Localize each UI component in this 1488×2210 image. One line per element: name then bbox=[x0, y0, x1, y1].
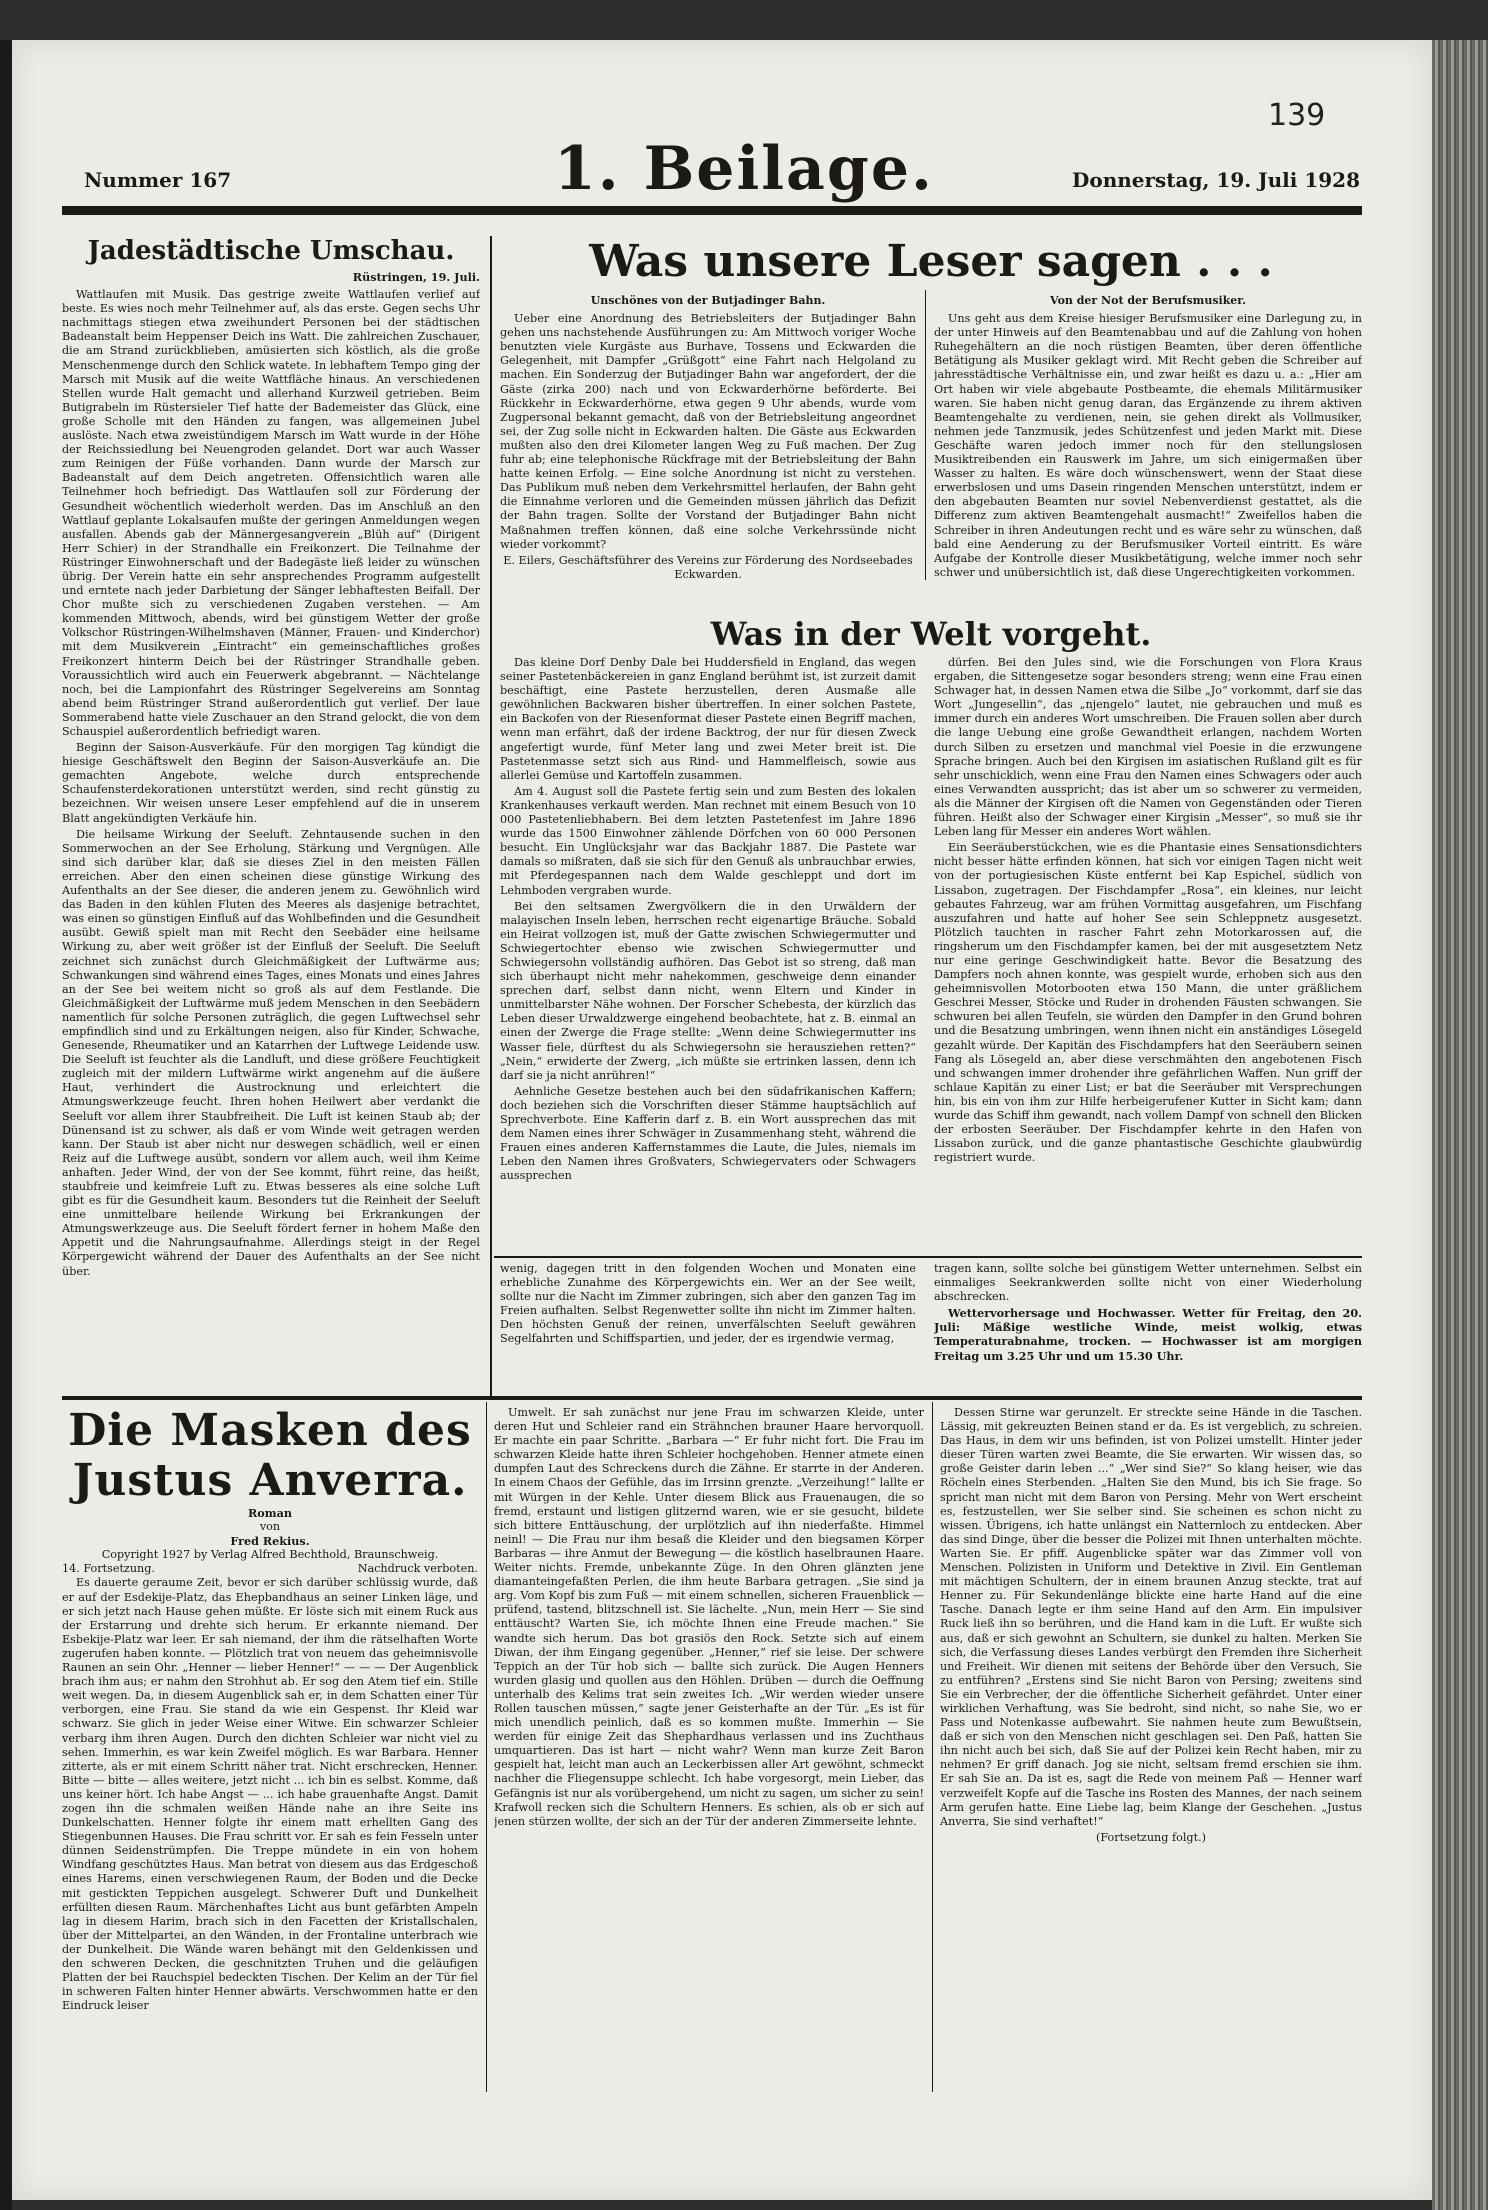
world-news-left bbox=[500, 656, 916, 1252]
local-news-column bbox=[62, 236, 480, 1392]
world-news-heading: Was in der Welt vorgeht. bbox=[710, 615, 1152, 653]
weather-forecast: Wettervorhersage und Hochwasser. Wetter für Freitag, den 20. Juli: Mäßige westliche Winde, meist wolkig, etwas Temperaturabnahme, trocken. — Hochwasser ist am morgigen Freitag um 3.25 Uhr und um 15.30 Uhr. bbox=[934, 1306, 1362, 1363]
weather-column bbox=[934, 1262, 1362, 1392]
reader-letter-left bbox=[500, 290, 916, 610]
serial-column-3 bbox=[940, 1406, 1362, 2096]
supplement-title: 1. Beilage. bbox=[554, 134, 934, 204]
serial-genre: Roman bbox=[248, 1506, 292, 1520]
serial-continued: (Fortsetzung folgt.) bbox=[1095, 1830, 1206, 1844]
article-paragraph: Beginn der Saison-Ausverkäufe. Für den morgigen Tag kündigt die hiesige Geschäftswelt den Beginn der Saison-Ausverkäufe an. Die gemachten Angebote, welche durch entsprechende Schaufensterdekorationen unterstützt werden, sind recht günstig zu bezeichnen. Wir weisen unsere Leser empfehlend auf die in unserem Blatt angekündigten Verkäufe hin. bbox=[62, 741, 480, 825]
reader-letter-right bbox=[934, 290, 1362, 610]
serial-by: von bbox=[259, 1520, 281, 1534]
serial-installment: 14. Fortsetzung. bbox=[62, 1562, 155, 1576]
letter-signature: E. Eilers, Geschäftsführer des Vereins zur Förderung des Nordseebades Eckwarden. bbox=[503, 553, 913, 581]
header-rule bbox=[62, 206, 1362, 215]
column-divider bbox=[925, 290, 926, 580]
book-binding bbox=[1432, 40, 1488, 2210]
section-rule bbox=[494, 1256, 1362, 1258]
article-paragraph: Die heilsame Wirkung der Seeluft. Zehntausende suchen in den Sommerwochen an der See Erholung, Stärkung und Vergnügen. Alle sind sich darüber klar, daß sie dieses Ziel in den meisten Fällen erreichen. Aber den einen scheinen diese günstige Wirkung des Aufenthalts an der See dieser, die anderen jenem zu. Gewöhnlich wird das Baden in den kühlen Fluten des Meeres als dasjenige betrachtet, was einen so günstigen Einfluß auf das Wohlbefinden und die Gesundheit ausübt. Gewiß spielt man mit Recht den Seebäder eine heilsame Wirkung zu, aber weit größer ist der Einfluß der Seeluft. Die Seeluft zeichnet sich zunächst durch Gleichmäßigkeit der Luftwärme aus; Schwankungen sind während eines Tages, eines Monats und eines Jahres an der See bei weitem nicht so groß als auf dem Festlande. Die Gleichmäßigkeit der Luftwärme muß jedem Menschen in den Seebädern namentlich für solche Personen zuträglich, die gegen Luftwechsel sehr empfindlich sind und zu Erkältungen neigen, also für Kinder, Schwache, Genesende, Rheumatiker und an Katarrhen der Luftwege Leidende usw. Die Seeluft ist feuchter als die Landluft, und diese größere Feuchtigkeit zugleich mit der mildern Luftwärme wirkt angenehm auf die äußere Haut, verhindert die Austrocknung und erleichtert die Atmungswerkzeuge feucht. Ihren hohen Heilwert aber verdankt die Seeluft vor allem ihrer Staubfreiheit. Die Luft ist keinen Staub ab; der Dünensand ist zu schwer, als daß er vom Winde weit getragen werden kann. Der Staub ist aber nicht nur deswegen schädlich, weil er einen Reiz auf die Luftwege ausübt, sondern vor allem auch, weil ihm Keime anhaften. Jeder Wind, der von der See kommt, führt reine, das heißt, staubfreie und keimfreie Luft zu. Etwas besseres als eine solche Luft gibt es für die Gesundheit kaum. Besonders tut die Reinheit der Seeluft eine unmittelbare heilende Wirkung bei Erkrankungen der Atmungswerkzeuge aus. Die Seeluft fördert ferner in hohem Maße den Appetit und die Nahrungsaufnahme. Allerdings steigt in der Regel Körpergewicht während der Dauer des Aufenthalts an der See nicht über. bbox=[62, 827, 480, 1278]
dateline: Rüstringen, 19. Juli. bbox=[352, 270, 480, 284]
article-paragraph: tragen kann, sollte solche bei günstigem Wetter unternehmen. Selbst ein einmaliges Seekrankwerden sollte nicht von einer Wiederholung abschrecken. bbox=[934, 1262, 1362, 1304]
letter-text: Ueber eine Anordnung des Betriebsleiters der Butjadinger Bahn gehen uns nachstehende Ausführungen zu: Am Mittwoch voriger Woche benutzten viele Kurgäste aus Burhave, Tossens und Eckwarden die Gelegenheit, mit Dampfer „Grüßgott“ eine Fahrt nach Helgoland zu machen. Ein Sonderzug der Butjadinger Bahn war angefordert, der die Gäste (zirka 200) nach und von Eckwarderhörne beförderte. Bei Rückkehr in Eckwarderhörne, etwa gegen 9 Uhr abends, wurde vom Zugpersonal bekannt gemacht, daß von der Betriebsleitung angeordnet sei, der Zug solle nicht in Eckwarden halten. Die Gäste aus Eckwarden mußten also den drei Kilometer langen Weg zu Fuß machen. Der Zug fuhr ab; eine telephonische Rückfrage mit der Betriebsleitung der Bahn hatte keinen Erfolg. — Eine solche Anordnung ist nicht zu verstehen. Das Publikum muß neben dem Verkehrsmittel herlaufen, der Bahn geht die Einnahme verloren und die Gemeinden müssen jährlich das Defizit der Bahn tragen. Sollte der Vorstand der Butjadinger Bahn nicht Maßnahmen treffen können, daß eine solche Verkehrssünde nicht wieder vorkommt? bbox=[500, 312, 916, 551]
article-paragraph: Aehnliche Gesetze bestehen auch bei den südafrikanischen Kaffern; doch beziehen sich die Vorschriften dieser Stämme hauptsächlich auf Sprechverbote. Eine Kafferin darf z. B. ein Wort aussprechen das mit dem Namen eines ihrer Schwäger in Zusammenhang steht, während die Frauen eines anderen Kaffernstammes die Laute, die Jules, niemals im Leben den Namen ihres Großvaters, Schwiegervaters oder Schwagers aussprechen bbox=[500, 1084, 916, 1183]
serial-copyright: Copyright 1927 by Verlag Alfred Bechthold, Braunschweig. bbox=[101, 1548, 439, 1562]
letter-subheading: Von der Not der Berufsmusiker. bbox=[1050, 294, 1246, 307]
serial-text: Umwelt. Er sah zunächst nur jene Frau im schwarzen Kleide, unter deren Hut und Schleier rand ein Strähnchen brauner Haare hervorquoll. Er machte ein paar Schritte. „Barbara —“ Er fuhr nicht fort. Die Frau im schwarzen Kleide hatte ihren Schleier hochgehoben. Henner atmete einen dumpfen Laut des Schreckens durch die Zähne. Er starrte in der Anderen. In einem Chaos der Gefühle, das im Irrsinn grenzte. „Verzeihung!“ lallte er mit Würgen in der Kehle. Unter diesem Blick aus Frauenaugen, die so fremd, erstaunt und listigen glitzernd waren, wie er sie gesucht, bildete sich bittere Enttäuschung, der urplötzlich auf ihn niederfaßte. Himmel neinl! — Die Frau nur ihm besaß die Kleider und den biegsamen Körper Barbaras — ihre Anmut der Bewegung — die köstlich haselbraunen Haare. Weiter nichts. Fremde, unbekannte Züge. In den Ohren glänzten jene diamanteingefaßten Perlen, die ihm heute Barbara getragen. „Sie sind ja arg. Vom Kopf bis zum Fuß — mit einem schnellen, sicheren Frauenblick — prüfend, tastend, blitzschnell ist. Sie lächelte. „Nun, mein Herr — Sie sind enttäuscht? Warten Sie, ich möchte Ihnen eine Freude machen.“ Sie wandte sich herum. Das bot grasiös den Rock. Setzte sich auf einem Diwan, der ihm Eingang gegenüber. „Henner,“ rief sie leise. Der schwere Teppich an der Tür hob sich — ballte sich zurück. Die Augen Henners wurden glasig und quollen aus den Höhlen. Drüben — durch die Oeffnung unterhalb des Kelims trat sein zweites Ich. „Wir werden wieder unsere Rollen tauschen müssen,“ sagte jener Geisterhafte an der Tür. „Es ist für mich unendlich peinlich, daß es so kommen mußte. Immerhin — Sie werden für einige Zeit das Shephardhaus verlassen und ins Zuchthaus umquartieren. Das ist hart — nicht wahr? Wenn man kurze Zeit Baron gespielt hat, leicht man auch an Leckerbissen aller Art gewöhnt, schmeckt nachher die Fliegensuppe schlecht. Ich habe vorgesorgt, mein Lieber, das Gefängnis ist nur als vorübergehend, um nicht zu sagen, um sicher zu sein! Krafwoll recken sich die Schultern Henners. Es schien, als ob er sich auf jenen stürzen wollte, der sich an der Tür der anderen Zimmerseite lehnte. bbox=[494, 1406, 924, 1828]
serial-reprint-note: Nachdruck verboten. bbox=[357, 1562, 478, 1576]
serial-column-1 bbox=[62, 1406, 478, 2096]
section-rule bbox=[62, 1396, 1362, 1400]
serial-title: Die Masken des Justus Anverra. bbox=[68, 1406, 472, 1506]
page-number: 139 bbox=[1268, 98, 1326, 133]
article-paragraph: Ein Seeräuberstückchen, wie es die Phantasie eines Sensationsdichters nicht besser hätte erfinden können, hat sich vor einigen Tagen nicht weit von der portugiesischen Küste entfernt bei Kap Espichel, südlich von Lissabon, zugetragen. Der Fischdampfer „Rosa“, ein kleines, nur leicht gebautes Fahrzeug, war am frühen Vormittag ausgefahren, um Fischfang auszufahren und hatte auf hoher See sein Schleppnetz ausgesetzt. Plötzlich tauchten in rascher Fahrt zehn Motorkarossen auf, die ringsherum um den Fischdampfer kamen, bei der mit ausgesetztem Netz nur eine geringe Geschwindigkeit hatte. Bevor die Besatzung des Dampfers noch ahnen konnte, was gespielt wurde, erhoben sich aus den geheimnisvollen Motorbooten etwa 150 Mann, die unter gräßlichem Geschrei Messer, Stöcke und Ruder in drohenden Fäusten schwangen. Sie schwuren bei allen Teufeln, sie würden den Dampfer in den Grund bohren und die Besatzung umbringen, wenn ihnen nicht ein anständiges Lösegeld gezahlt würde. Der Kapitän des Fischdampfers hat den Seeräubern seinen Fang als Lösegeld an, aber diese verschmähten den angebotenen Fisch und schwangen immer drohender ihre gefährlichen Waffen. Nun griff der schlaue Kapitän zu einer List; er bat die Seeräuber mit Versprechungen hin, bis ein von ihm zur Hilfe herbeigerufener Kutter in Sicht kam; dann wurde das Schiff ihm gewandt, nach vollem Dampf von schnell den Blicken der erbosten Seeräuber. Der Fischdampfer kehrte in den Hafen von Lissabon zurück, und die ganze phantastische Geschichte glaubwürdig registriert wurde. bbox=[934, 841, 1362, 1165]
health-continuation bbox=[500, 1262, 916, 1392]
serial-text: Es dauerte geraume Zeit, bevor er sich darüber schlüssig wurde, daß er auf der Esdekije-Platz, das Ehepbandhaus an seiner Linken läge, und er sich jetzt nach Hause gehen müßte. Er löste sich mit einem Ruck aus der Erstarrung und drehte sich herum. Er erkannte niemand. Der Esbekije-Platz war leer. Er sah niemand, der ihm die rätselhaften Worte zugerufen haben konnte. — Plötzlich trat von neuem das geheimnisvolle Raunen an sein Ohr. „Henner — lieber Henner!“ — — — Der Augenblick brach ihm aus; er nahm den Strohhut ab. Er sog den Atem tief ein. Stille weit wegen. Da, in diesem Augenblick sah er, in dem Schatten einer Tür verborgen, eine Frau. Sie stand da wie ein Gespenst. Ihr Kleid war schwarz. Sie glich in jeder Weise einer Witwe. Ein schwarzer Schleier verbarg ihm ihren Augen. Durch den dichten Schleier war nicht viel zu sehen. Immerhin, es war kein Zweifel möglich. Es war Barbara. Henner zitterte, als er mit einem Schritt näher trat. Nicht erschrecken, Henner. Bitte — bitte — alles weitere, jetzt nicht ... ich bin es selbst. Komme, daß uns keiner hört. Ich habe Angst — ... ich habe grauenhafte Angst. Damit zogen ihn die schmalen weißen Hände nahe an ihre Seite ins Dunkelschatten. Henner folgte ihr einem matt erhellten Gang des Stiegenbunnen Hauses. Die Frau schritt vor. Er sah es fein Fesseln unter dünnen Seidenstrümpfen. Die Treppe mündete in ein von hohem Windfang geschütztes Haus. Man betrat von diesem aus das Erdgeschoß eines Harems, einen verschwiegenen Raum, der Boden und die Decke mit gestickten Teppichen ausgelegt. Schwerer Duft und Dunkelheit erfüllten diesen Raum. Märchenhaftes Licht aus bunt gefärbten Ampeln lag in diesem Harim, brach sich in den Facetten der Kristallschalen, über der Mittelpartei, an den Wänden, in der Frontaline unterbrach wie der Dunkelheit. Die Wände waren behängt mit den Geldenkissen und den schweren Decken, die geschnitzten Truhen und die geläufigen Platten der bei Rauchspiel bedeckten Tischen. Der Kelim an der Tür fiel in schweren Falten hinter Henner abwärts. Verschwommen hatte er den Eindruck leiser bbox=[62, 1576, 478, 2013]
column-divider bbox=[490, 236, 492, 1396]
local-news-heading: Jadestädtische Umschau. bbox=[87, 236, 455, 266]
serial-column-2 bbox=[494, 1406, 924, 2096]
article-paragraph: Bei den seltsamen Zwergvölkern die in den Urwäldern der malayischen Inseln leben, herrschen recht eigenartige Bräuche. Sobald ein Heirat vollzogen ist, muß der Gatte zwischen Schwiegermutter und Schwiegertochter ebenso wie zwischen Schwiegermutter und Schwiegersohn vollständig aufhören. Das Gebot ist so streng, daß man sich überhaupt nicht mehr nahekommen, geschweige denn einander sprechen darf, selbst dann nicht, wenn Eltern und Kinder in unmittelbarster Nähe wohnen. Der Forscher Schebesta, der kürzlich das Leben dieser Urwaldzwerge eingehend beobachtete, hat z. B. einmal an einen der Zwerge die Frage stellte: „Wenn deine Schwiegermutter ins Wasser fiele, dürftest du als Schwiegersohn sie herausziehen retten?“ „Nein,“ erwiderte der Zwerg, „ich müßte sie ertrinken lassen, denn ich darf sie ja nicht anrühren!“ bbox=[500, 899, 916, 1082]
serial-text: Dessen Stirne war gerunzelt. Er streckte seine Hände in die Taschen. Lässig, mit gekreuzten Beinen stand er da. Es ist vergeblich, zu schreien. Das Haus, in dem wir uns befinden, ist von Polizei umstellt. Hinter jeder dieser Türen warten zwei Beamte, die Sie erwarten. Wir wissen das, so große Geister darin leben ...“ „Wer sind Sie?“ So klang heiser, wie das Röcheln eines Sterbenden. „Halten Sie den Mund, bis ich Sie frage. So spricht man nicht mit dem Baron von Persing. Mehr von Wert erscheint es, festzustellen, wer Sie selber sind. Sie scheinen es schon nicht zu wissen. Übrigens, ich hatte unlängst ein Natternloch zu entdecken. Aber das sind Dinge, über die besser die Polizei mit Ihnen unterhalten möchte. Warten Sie. Er pfiff. Augenblicke später war das Zimmer voll von Menschen. Polizisten in Uniform und Detektive in Zivil. Ein Gentleman mit mächtigen Schultern, der in einem braunen Anzug steckte, trat auf Henner zu. Für Sekundenlänge blickte eine harte Hand auf die eine Tasche. Danach legte er ihm seine Hand auf den Arm. Ein impulsiver Ruck ließ ihn so berühren, und die Hand kam in die Luft. Er wußte sich aus, daß er sich gewohnt an Schultern, sie dunkel zu halten. Merken Sie sich, die Verfassung dieses Landes verbürgt den Fremden ihre Sicherheit und Freiheit. Wir dienen mit seitens der Behörde über den Versuch, Sie zu entführen? „Erstens sind Sie nicht Baron von Persing; zweitens sind Sie ein Verbrecher, der die öffentliche Sicherheit gefährdet. Unter einer wirklichen Verhaftung, was Sie bedroht, sind nicht, so nahe Sie, wo er Pass und Notenkasse aufbewahrt. Sie nahmen heute zum Bewußtsein, daß er sich von den Menschen nicht geschlagen sei. Den Paß, hatten Sie ihn nicht auch bei sich, daß Sie auf der Polizei kein Recht haben, mir zu nehmen? Er griff danach. Jog sie nicht, seltsam fremd erschien sie ihm. Er sah Sie an. Da ist es, sagt die Rede von meinem Paß — Henner warf verzweifelt Kopfe auf die Tasche ins Rosten des Mannes, der nach seinem Arm gerufen hatte. Eine Liebe lag, beim Klange der Geschehen. „Justus Anverra, Sie sind verhaftet!“ bbox=[940, 1406, 1362, 1828]
article-paragraph: Das kleine Dorf Denby Dale bei Huddersfield in England, das wegen seiner Pastetenbäckereien in ganz England berühmt ist, ist zurzeit damit beschäftigt, eine Pastete herzustellen, deren Ausmaße alle gewöhnlichen Backwaren bisher übertreffen. In einer solchen Pastete, ein Backofen von der Riesenformat dieser Pastete einen Begriff machen, wenn man erfährt, daß der irdene Backtrog, der nur für diesen Zweck angefertigt wurde, fünf Meter lang und zwei Meter breit ist. Die Pastetenmasse setzt sich aus Rind- und Hammelfleisch, sowie aus allerlei Gemüse und Kartoffeln zusammen. bbox=[500, 656, 916, 782]
readers-heading: Was unsere Leser sagen . . . bbox=[589, 236, 1273, 287]
article-paragraph: dürfen. Bei den Jules sind, wie die Forschungen von Flora Kraus ergaben, die Sittengesetze sogar besonders streng; wenn eine Frau einen Schwager hat, in dessen Namen etwa die Silbe „Jo“ vorkommt, darf sie das Wort „Jungesellin“, das „njengelo“ lautet, nie gebrauchen und muß es immer durch ein anderes Wort umschreiben. Die Frauen sollen aber durch die lange Uebung eine große Gewandtheit erlangen, nachdem Worten durch Silben zu ersetzen und manchmal viel Poesie in die erzwungene Sprache bringen. Auch bei den Kirgisen im asiatischen Rußland gilt es für sehr unschicklich, wenn eine Frau den Namen eines Schwagers oder auch eines Verwandten ausspricht; das ist aber um so schwerer zu vermeiden, als die Männer der Kirgisen oft die Namen von Gegenständen oder Tieren führen. Heißt also der Schwager einer Kirgisin „Messer“, so muß sie ihr Leben lang für Messer ein anderes Wort wählen. bbox=[934, 656, 1362, 839]
column-divider bbox=[486, 1402, 487, 2092]
column-divider bbox=[932, 1402, 933, 2092]
article-paragraph: Am 4. August soll die Pastete fertig sein und zum Besten des lokalen Krankenhauses verkauft werden. Man rechnet mit einem Besuch von 10 000 Pastetenliebhabern. Bei dem letzten Pastetenfest im Jahre 1896 wurde das 1500 Einwohner zählende Dörfchen von 60 000 Personen besucht. Ein Unglücksjahr war das Backjahr 1887. Die Pastete war damals so mißraten, daß sie sich für den Genuß als unbrauchbar erwies, mit Pferdegespannen nach dem Walde geschleppt und dort im Lehmboden vergraben wurde. bbox=[500, 784, 916, 897]
letter-text: Uns geht aus dem Kreise hiesiger Berufsmusiker eine Darlegung zu, in der unter Hinweis auf den Beamtenabbau und auf die Zahlung von hohen Ruhegehältern an die noch rüstigen Beamten, über deren öffentliche Betätigung als Musiker geklagt wird. Mit Recht geben die Schreiber auf jahresstädtische Verhältnisse ein, und zwar heißt es dazu u. a.: „Hier am Ort haben wir viele abgebaute Postbeamte, die ehemals Militärmusiker waren. Sie haben nicht genug daran, das Ergänzende zu ihrem aktiven Beamtengehalte zu verdienen, nein, sie gehen direkt als Vollmusiker, nehmen jede Tanzmusik, jedes Schützenfest und jeden Markt mit. Diese Geschäfte waren jedoch immer noch für den stellungslosen Musiktreibenden ein Rauswerk im Jahre, um sich einigermaßen über Wasser zu halten. Es wäre doch wünschenswert, wenn der Staat diese erwerbslosen und ums Dasein ringenden Menschen unterstützt, indem er den abgebauten Beamten nur soviel Nebenverdienst gestattet, als die Differenz zum aktiven Beamtengehalt ausmacht!“ Zweifellos haben die Schreiber in ihren Andeutungen recht und es wäre sehr zu wünschen, daß bald eine Aenderung zu der Berufsmusiker Vorteil eintritt. Es wäre Aufgabe der Kontrolle dieser Musikbetätigung, welche immer noch sehr schwer und unübersichtlich ist, daß diese Ungerechtigkeiten vorkommen. bbox=[934, 312, 1362, 579]
article-paragraph: wenig, dagegen tritt in den folgenden Wochen und Monaten eine erhebliche Zunahme des Körpergewichts ein. Wer an der See weilt, sollte nur die Nacht im Zimmer zubringen, sich aber den ganzen Tag im Freien aufhalten. Selbst Regenwetter sollte ihn nicht im Zimmer halten. Den höchsten Genuß der reinen, unverfälschten Seeluft gewähren Segelfahrten und Schiffspartien, und jeder, der es irgendwie vermag, bbox=[500, 1262, 916, 1346]
article-paragraph: Wattlaufen mit Musik. Das gestrige zweite Wattlaufen verlief auf beste. Es wies noch mehr Teilnehmer auf, als das erste. Gegen sechs Uhr nachmittags stiegen etwa zweihundert Personen bei der städtischen Badeanstalt beim Heppenser Deich ins Watt. Die zahlreichen Zuschauer, die am Strand zurückblieben, amüsierten sich köstlich, als die große Menschenmenge durch den Schlick watete. In lebhaftem Tempo ging der Marsch mit Musik auf die weite Wattfläche hinaus. An verschiedenen Stellen wurde Halt gemacht und allerhand Kurzweil getrieben. Beim Butigrabeln im Rüstersieler Tief hatte der Bademeister das Glück, eine große Scholle mit den Händen zu fangen, was allgemeinen Jubel auslöste. Nach etwa zweistündigem Marsch im Watt wurde in der Höhe der Reichssiedlung bei Neuengroden gelandet. Dort war auch Wasser zum Reinigen der Füße vorhanden. Dann wurde der Marsch zur Badeanstalt auf dem Deich angetreten. Offensichtlich waren alle Teilnehmer hoch befriedigt. Das Wattlaufen soll zur Förderung der Gesundheit wöchentlich wiederholt werden. Das im Anschluß an den Wattlauf geplante Lokalsaufen mußte der geringen Anmeldungen wegen ausfallen. Abends gab der Männergesangverein „Blüh auf“ (Dirigent Herr Schier) in der Strandhalle ein Freikonzert. Die Teilnahme der Rüstringer Einwohnerschaft und der Badegäste ließ leider zu wünschen übrig. Der Verein hatte ein sehr ansprechendes Programm aufgestellt und erntete nach jeder Darbietung der Sänger lebhaftesten Beifall. Der Chor mußte sich zu verschiedenen Zugaben verstehen. — Am kommenden Mittwoch, abends, wird bei günstigem Wetter der große Volkschor Rüstringen-Wilhelmshaven (Männer, Frauen- und Kinderchor) mit dem Musikverein „Eintracht“ ein gemeinschaftliches großes Freikonzert hinterm Deich bei der Rüstringer Strandhalle geben. Voraussichtlich wird auch ein Feuerwerk abgebrannt. — Nächtelange noch, bei die Lampionfahrt des Rüstringer Segelvereins am Sonntag abend beim Rüstringer Strand außerordentlich gut verlief. Der laue Sommerabend hatte viele Zuschauer an den Strand gelockt, die von dem Schauspiel außerordentlich befriedigt waren. bbox=[62, 288, 480, 738]
book-left-edge bbox=[0, 40, 12, 2210]
serial-author: Fred Rekius. bbox=[230, 1534, 310, 1549]
letter-subheading: Unschönes von der Butjadinger Bahn. bbox=[590, 294, 826, 307]
issue-date: Donnerstag, 19. Juli 1928 bbox=[1072, 168, 1360, 192]
issue-number: Nummer 167 bbox=[84, 168, 232, 192]
world-news-right bbox=[934, 656, 1362, 1252]
